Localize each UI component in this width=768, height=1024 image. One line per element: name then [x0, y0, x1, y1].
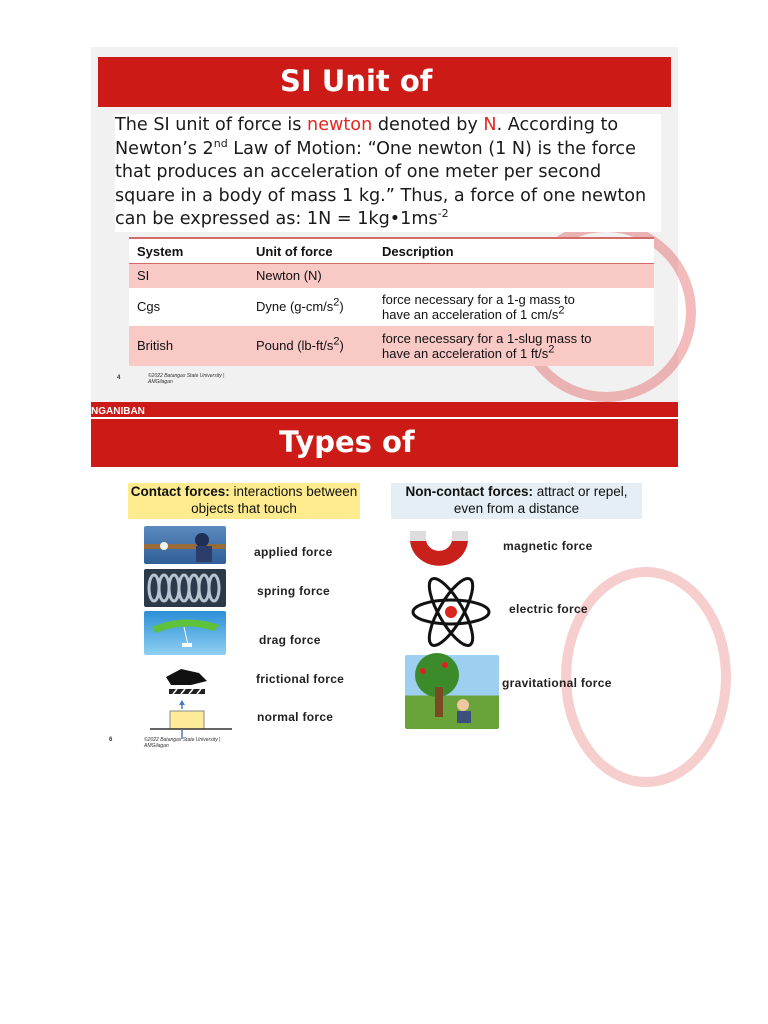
header-unit: Unit of force — [248, 238, 374, 264]
cell-system: Cgs — [129, 288, 248, 326]
slide-title: Types of — [279, 425, 415, 459]
cell-system: SI — [129, 264, 248, 288]
gravitational-force-image — [405, 655, 499, 729]
bottom-red-band — [91, 402, 678, 418]
cell-system: British — [129, 326, 248, 366]
spring-force-image — [144, 569, 226, 607]
contact-force-label: applied force — [254, 545, 333, 559]
contact-force-label: normal force — [257, 710, 334, 724]
drag-force-image — [144, 611, 226, 655]
contact-forces-heading: Contact forces: interactions between objects that touch — [128, 483, 360, 519]
si-unit-paragraph: The SI unit of force is newton denoted by N. According to Newton’s 2nd Law of Motion: “One newton (1 N) is the force that produces an acceleration of one meter per second square in a body of mass 1 kg.” Thus, a force of one newton can be expressed as: $1N = 1kg•1ms^{-2}$ — [115, 114, 661, 232]
magnetic-force-image — [404, 525, 474, 581]
header-description: Description — [374, 238, 654, 264]
noncontact-force-label: magnetic force — [503, 539, 593, 553]
slide-footer: ©2022 Batangas State University | AMGilagan — [144, 737, 221, 749]
slide-title: SI Unit of — [280, 64, 433, 98]
slide-si-unit — [91, 47, 678, 417]
noncontact-force-label: electric force — [509, 602, 588, 616]
table-row — [129, 288, 654, 326]
cell-unit: Dyne $(g-cm/s^2)$ — [248, 288, 374, 326]
slide-types-of-forces — [91, 417, 678, 753]
cell-description — [374, 264, 654, 288]
electric-force-image — [409, 581, 493, 643]
cell-unit: Newton (N) — [248, 264, 374, 288]
slide-title-bar — [91, 419, 678, 467]
contact-force-label: drag force — [259, 633, 321, 647]
page-number: 4 — [117, 375, 121, 381]
header-system: System — [129, 238, 248, 264]
band-label: NGANIBAN — [91, 406, 145, 417]
contact-force-label: spring force — [257, 584, 330, 598]
slide-footer: ©2022 Batangas State University | AMGilagan — [148, 373, 225, 385]
normal-force-image — [146, 699, 236, 741]
applied-force-image — [144, 526, 226, 564]
table-row — [129, 326, 654, 366]
force-units-table — [129, 237, 654, 366]
contact-force-label: frictional force — [256, 672, 345, 686]
noncontact-forces-heading: Non-contact forces: attract or repel, even from a distance — [391, 483, 642, 519]
cell-description: force necessary for a 1-slug mass to have an acceleration of 1 $ft/s^2$ — [374, 326, 654, 366]
cell-unit: Pound $(lb-ft/s^2)$ — [248, 326, 374, 366]
noncontact-force-label: gravitational force — [502, 676, 612, 690]
cell-description: force necessary for a 1-g mass to have an acceleration of 1 $cm/s^2$ — [374, 288, 654, 326]
slide-title-bar — [98, 57, 671, 107]
frictional-force-image — [161, 665, 211, 697]
table-row — [129, 264, 654, 288]
document-page — [91, 47, 678, 753]
page-number: 6 — [109, 737, 113, 743]
